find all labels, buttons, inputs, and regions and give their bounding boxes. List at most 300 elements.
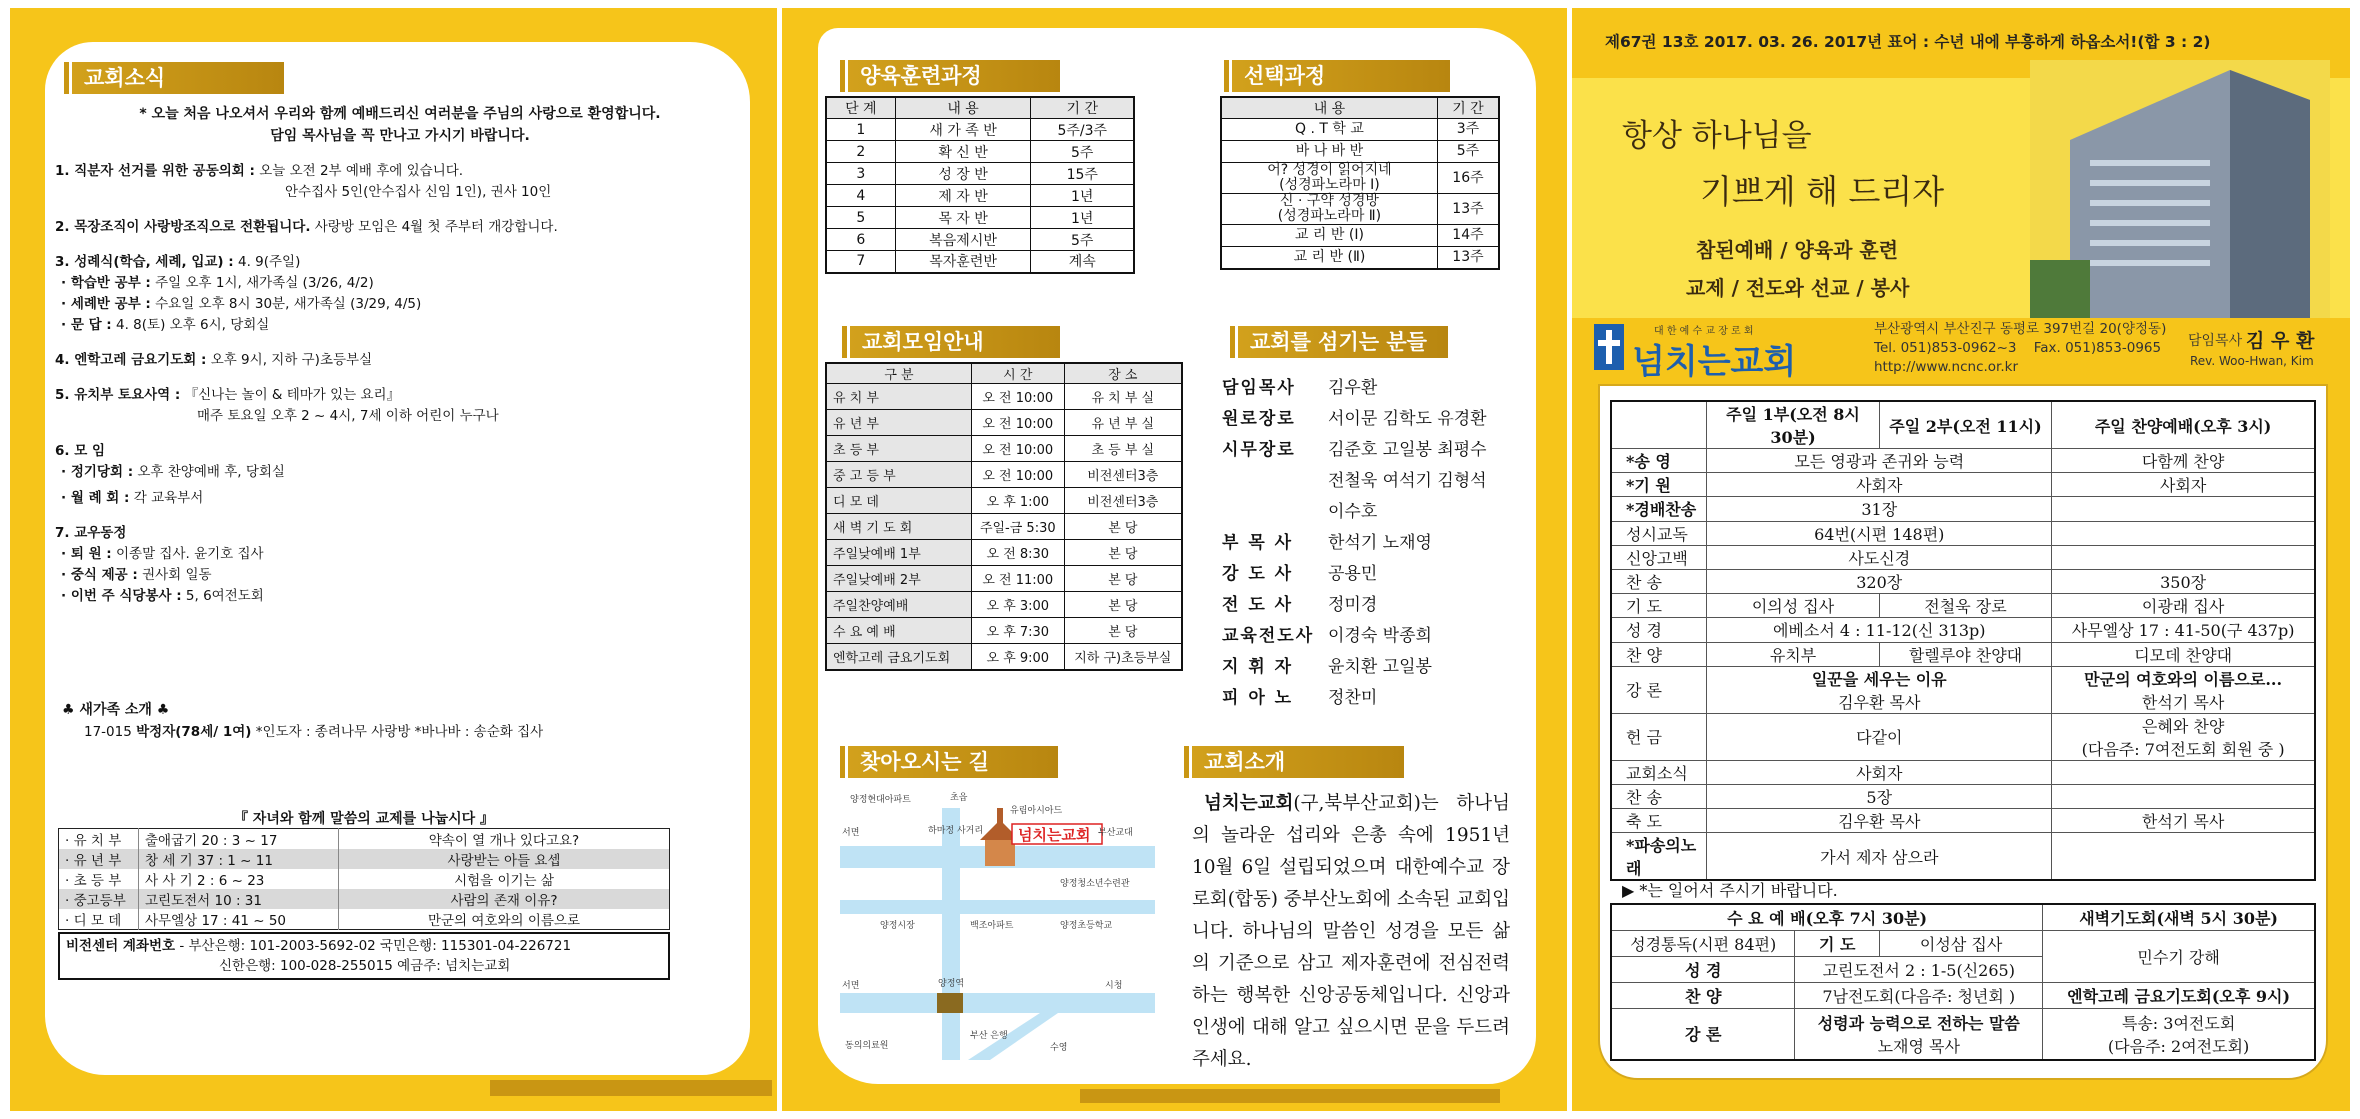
staff-title: 교회를 섬기는 분들	[1238, 326, 1448, 358]
meetings-cell: 오 후 7:30	[971, 618, 1064, 644]
service-row	[1611, 784, 2315, 808]
training-header-cell: 내 용	[895, 97, 1031, 119]
item6b-text: 각 교육부서	[133, 490, 204, 507]
directions-map	[840, 788, 1155, 1060]
elective-cell: Q . T 학 교	[1221, 119, 1437, 141]
service-label: 성시교독	[1611, 521, 1707, 545]
cover-denomination: 대 한 예 수 교 장 로 회	[1654, 326, 1754, 337]
map-road-east-west-3	[840, 993, 1155, 1013]
wed-sermon-preacher: 노재영 목사	[1877, 1036, 1960, 1056]
elective-table	[1220, 96, 1500, 270]
map-label: 동의의료원	[845, 1041, 889, 1051]
item2-head: 2. 목장조직이 사랑방조직으로 전환됩니다.	[55, 219, 311, 236]
service-row	[1611, 618, 2315, 642]
service-cell-afternoon	[2052, 642, 2315, 666]
service-cell-afternoon	[2052, 569, 2315, 593]
map-label: 수영	[1050, 1043, 1068, 1053]
elective-row	[1221, 247, 1499, 269]
meetings-row	[826, 618, 1182, 644]
cover-slogan-2: 기쁘게 해 드리자	[1700, 172, 1945, 211]
meetings-cell: 본 당	[1064, 592, 1182, 618]
item7b-text: 권사회 일동	[142, 567, 212, 584]
meetings-header-cell: 구 분	[826, 363, 971, 384]
service-row	[1611, 809, 2315, 833]
service-header-cell: 주일 1부(오전 8시 30분)	[1707, 401, 1879, 449]
staff-row	[1222, 525, 1487, 556]
service-cell-morning	[1707, 760, 2052, 784]
service-row	[1611, 473, 2315, 497]
meetings-cell: 디 모 데	[826, 488, 971, 514]
elective-cell: 교 리 반 (Ⅰ)	[1221, 225, 1437, 247]
service-cell-morning	[1707, 833, 2052, 881]
map-church-label: 넘치는교회	[1018, 826, 1091, 844]
staff-row	[1222, 432, 1487, 463]
intro-church-name: 넘치는교회	[1204, 793, 1294, 814]
service-row	[1611, 449, 2315, 473]
staff-names: 정미경	[1328, 595, 1378, 615]
meetings-cell: 오 전 10:00	[971, 436, 1064, 462]
service-row	[1611, 594, 2315, 618]
meetings-row	[826, 566, 1182, 592]
staff-row	[1222, 587, 1487, 618]
map-label: 양정청소년수련관	[1060, 879, 1130, 889]
staff-row	[1222, 680, 1487, 711]
cover-address-block	[1874, 320, 2166, 377]
service-header-cell	[1611, 401, 1707, 449]
wed-praise-label: 찬 양	[1611, 982, 1795, 1008]
welcome-line-2: 담임 목사님을 꼭 만나고 가시기 바랍니다.	[270, 127, 530, 144]
map-label: 서면	[842, 828, 860, 838]
talk-row	[59, 869, 670, 889]
service-afternoon-text: 한석기 목사	[2141, 812, 2225, 832]
service-label: 신앙고백	[1611, 545, 1707, 569]
service-cell-afternoon	[2052, 713, 2315, 760]
meetings-cell: 본 당	[1064, 540, 1182, 566]
service-cell-morning	[1707, 666, 2052, 713]
service-afternoon-sub: 한석기 목사	[2141, 692, 2225, 712]
service-label: 축 도	[1611, 809, 1707, 833]
cover-pastor-label: 담임목사	[2188, 333, 2243, 349]
church-building-image	[2030, 60, 2330, 318]
service-row	[1611, 713, 2315, 760]
cover-address: 부산광역시 부산진구 동평로 397번길 20(양정동)	[1874, 321, 2167, 337]
meetings-cell: 유 치 부 실	[1064, 384, 1182, 410]
training-cell: 목자훈련반	[895, 251, 1031, 273]
service-label: *기 원	[1611, 473, 1707, 497]
training-row	[826, 185, 1134, 207]
staff-role	[1222, 494, 1328, 525]
meetings-row	[826, 488, 1182, 514]
meetings-cell: 지하 구)초등부실	[1064, 644, 1182, 670]
elective-row	[1221, 163, 1499, 194]
cover-slogan-1: 항상 하나님을	[1622, 118, 1812, 154]
account-box	[58, 932, 670, 980]
meetings-cell: 비전센터3층	[1064, 488, 1182, 514]
item5-text2: 매주 토요일 오후 2 ~ 4시, 7세 이하 어린이 누구나	[197, 407, 499, 424]
training-header-cell: 단 계	[826, 97, 895, 119]
talk-cell: · 초 등 부	[59, 869, 139, 889]
item4-head: 4. 엔학고레 금요기도회 :	[55, 351, 207, 368]
wed-service-title: 수 요 예 배(오후 7시 30분)	[1611, 904, 2043, 930]
training-cell: 6	[826, 229, 895, 251]
map-label: 양정역	[938, 979, 965, 989]
service-cell-morning	[1707, 449, 2052, 473]
meetings-row	[826, 462, 1182, 488]
training-cell: 4	[826, 185, 895, 207]
training-cell: 7	[826, 251, 895, 273]
meetings-table	[825, 362, 1183, 671]
meetings-cell: 오 전 10:00	[971, 410, 1064, 436]
meetings-cell: 본 당	[1064, 618, 1182, 644]
left-shadow-bar	[490, 1080, 772, 1096]
map-road-east-west-2	[840, 900, 1155, 914]
talk-row	[59, 889, 670, 909]
map-label: 시청	[1105, 981, 1123, 991]
new-family-num: 17-015	[84, 723, 132, 740]
sac2-text: 수요일 오후 8시 30분, 새가족실 (3/29, 4/5)	[155, 295, 422, 312]
training-cell: 확 신 반	[895, 141, 1031, 163]
meetings-cell: 본 당	[1064, 566, 1182, 592]
service-cell-afternoon	[2052, 760, 2315, 784]
new-family-name: 박정자(78세/ 1여)	[136, 723, 252, 740]
sac1-head: · 학습반 공부 :	[61, 275, 151, 292]
staff-role: 담임목사	[1222, 378, 1296, 398]
service-row	[1611, 642, 2315, 666]
meetings-cell: 주일찬양예배	[826, 592, 971, 618]
training-row	[826, 163, 1134, 185]
service-afternoon-text: 이광래 집사	[2141, 597, 2225, 617]
map-subway-icon	[937, 993, 963, 1013]
service-cell-2: 전철욱 장로	[1879, 594, 2051, 618]
training-row	[826, 229, 1134, 251]
training-row	[826, 207, 1134, 229]
training-cell: 5주/3주	[1031, 119, 1134, 141]
staff-row	[1222, 370, 1487, 401]
service-label: 기 도	[1611, 594, 1707, 618]
training-cell: 제 자 반	[895, 185, 1031, 207]
service-afternoon-text: 사회자	[2159, 476, 2207, 496]
cover-pastor-en: Rev. Woo-Hwan, Kim	[2190, 354, 2314, 368]
elective-row	[1221, 225, 1499, 247]
service-cell-morning	[1707, 809, 2052, 833]
map-title: 찾아오시는 길	[848, 746, 1058, 778]
talk-row	[59, 829, 670, 850]
item4-text: 오후 9시, 지하 구)초등부실	[210, 351, 373, 368]
service-label: 찬 송	[1611, 569, 1707, 593]
cover-church-name: 넘치는교회	[1632, 342, 1797, 382]
talk-cell: · 유 년 부	[59, 849, 139, 869]
service-label: *송 영	[1611, 449, 1707, 473]
talk-cell: 시험을 이기는 삶	[454, 873, 554, 889]
talk-cell: · 중고등부	[59, 889, 139, 909]
wed-sermon	[1795, 1008, 2043, 1060]
service-morning-text: 사회자	[1856, 763, 1903, 783]
sac3-head: · 문 답 :	[61, 316, 112, 333]
new-family-rest: *인도자 : 종려나무 사랑방 *바나바 : 송순화 집사	[255, 723, 544, 740]
service-cell-afternoon	[2052, 521, 2315, 545]
intro-body: (구,북부산교회)는 하나님의 놀라운 섭리와 은총 속에 1951년 10월 6일 설립되었으며 대한예수교 장로회(합동) 중부산노회에 소속된 교회입니다. 하나님의 말씀인 성경을 모든 삶의 기준으로 삼고 제자훈련에 전심전력하는 행복한 신앙공동체입니다. 신앙과 인생에 대해 알고 싶으시면 문을 두드려 주세요.	[1192, 793, 1511, 1070]
service-morning-text: 일꾼을 세우는 이유	[1811, 669, 1947, 689]
staff-row	[1222, 494, 1487, 525]
staff-names: 이수호	[1328, 502, 1378, 522]
service-row	[1611, 666, 2315, 713]
training-cell: 5주	[1031, 229, 1134, 251]
service-row	[1611, 545, 2315, 569]
service-morning-text: 가서 제자 삼으라	[1820, 847, 1939, 867]
meetings-row	[826, 644, 1182, 670]
sac3-text: 4. 8(토) 오후 6시, 당회실	[116, 316, 270, 333]
staff-row	[1222, 556, 1487, 587]
service-morning-text: 320장	[1856, 573, 1903, 593]
elective-title: 선택과정	[1232, 60, 1450, 92]
elective-header-cell: 기 간	[1437, 97, 1499, 119]
service-cell-afternoon	[2052, 594, 2315, 618]
meetings-cell: 비전센터3층	[1064, 462, 1182, 488]
elective-cell: 13주	[1437, 194, 1499, 225]
meetings-cell: 오 후 3:00	[971, 592, 1064, 618]
meetings-title: 교회모임안내	[850, 326, 1060, 358]
service-cell-afternoon	[2052, 497, 2315, 521]
account-line-2: 신한은행: 100-028-255015 예금주: 넘치는교회	[219, 958, 511, 974]
item1-text2: 안수집사 5인(안수집사 신임 1인), 권사 10인	[285, 184, 552, 201]
staff-names: 정찬미	[1328, 688, 1378, 708]
talk-cell: 사람의 존재 이유?	[450, 893, 558, 909]
item3-head: 3. 성례식(학습, 세례, 입교) :	[55, 254, 234, 271]
news-title: 교회소식	[72, 62, 284, 94]
staff-names: 한석기 노재영	[1328, 533, 1432, 553]
meetings-cell: 유 치 부	[826, 384, 971, 410]
service-row	[1611, 569, 2315, 593]
map-label: 부산교대	[1098, 828, 1133, 838]
service-row	[1611, 833, 2315, 881]
account-label: 비전센터 계좌번호	[66, 938, 176, 954]
staff-role: 원로장로	[1222, 409, 1296, 429]
cover-tel: Tel. 051)853-0962~3	[1874, 340, 2017, 356]
item5-head: 5. 유치부 토요사역 :	[55, 386, 181, 403]
talk-cell: 사 사 기 2 : 6 ~ 23	[139, 869, 339, 889]
training-cell: 1	[826, 119, 895, 141]
fri-service-title: 엔학고레 금요기도회(오후 9시)	[2043, 982, 2315, 1008]
meetings-cell: 엔학고레 금요기도회	[826, 644, 971, 670]
service-row	[1611, 521, 2315, 545]
welcome-line-1: * 오늘 처음 나오셔서 우리와 함께 예배드리신 여러분을 주님의 사랑으로 환영합니다.	[139, 106, 661, 122]
service-cell-1: 이의성 집사	[1707, 594, 1879, 618]
map-label: 양정초등학교	[1060, 921, 1113, 931]
staff-names: 전철욱 여석기 김형석	[1328, 471, 1487, 491]
service-label: 강 론	[1611, 666, 1707, 713]
meetings-row	[826, 540, 1182, 566]
training-header-cell: 기 간	[1031, 97, 1134, 119]
meetings-cell: 오 전 8:30	[971, 540, 1064, 566]
staff-role: 지 휘 자	[1222, 657, 1294, 677]
service-morning-text: 64번(시편 148편)	[1814, 524, 1945, 544]
map-label: 하마정 사거리	[928, 826, 984, 836]
talk-cell: 약속이 열 개나 있다고요?	[428, 833, 580, 849]
wed-prayer-label: 기 도	[1795, 930, 1880, 956]
service-cell-morning	[1707, 497, 2052, 521]
order-of-service-table	[1610, 400, 2316, 881]
map-label: 부산 은행	[970, 1031, 1008, 1041]
meetings-header-cell: 시 간	[971, 363, 1064, 384]
service-morning-text: 사도신경	[1848, 548, 1911, 568]
meetings-cell: 초 등 부	[826, 436, 971, 462]
talk-cell: 출애굽기 20 : 3 ~ 17	[139, 829, 339, 850]
elective-cell: 어? 성경이 읽어지네 (성경파노라마 Ⅰ)	[1221, 163, 1437, 194]
talk-cell: 사무엘상 17 : 41 ~ 50	[139, 909, 339, 930]
service-cell-afternoon	[2052, 545, 2315, 569]
item1-text: 오늘 오전 2부 예배 후에 있습니다.	[259, 163, 464, 180]
service-morning-text: 모든 영광과 존귀와 능력	[1794, 452, 1965, 472]
service-cell-afternoon	[2052, 784, 2315, 808]
item7c-head: · 이번 주 식당봉사 :	[61, 588, 182, 605]
wed-sermon-label: 강 론	[1611, 1008, 1795, 1060]
training-row	[826, 251, 1134, 273]
training-cell: 목 자 반	[895, 207, 1031, 229]
elective-cell: 13주	[1437, 247, 1499, 269]
elective-cell: 신 · 구약 성경방 (성경파노라마 Ⅱ)	[1221, 194, 1437, 225]
item5-text: 『신나는 놀이 & 테마가 있는 요리』	[184, 386, 401, 403]
talk-row	[59, 849, 670, 869]
new-family-title: ♣ 새가족 소개 ♣	[62, 702, 170, 718]
item2-text: 사랑방 모임은 4월 첫 주부터 개강합니다.	[314, 219, 558, 236]
talk-cell: 고린도전서 10 : 31	[139, 889, 339, 909]
dawn-service-title: 새벽기도회(새벽 5시 30분)	[2043, 904, 2315, 930]
middle-shadow-bar	[1080, 1089, 1500, 1103]
meetings-cell: 수 요 예 배	[826, 618, 971, 644]
training-title: 양육훈련과정	[848, 60, 1060, 92]
new-family	[62, 700, 722, 743]
service-cell-morning	[1707, 473, 2052, 497]
elective-cell: 5주	[1437, 141, 1499, 163]
service-cell-afternoon	[2052, 809, 2315, 833]
fri-special	[2043, 1008, 2315, 1060]
service-afternoon-text: 은혜와 찬양	[2141, 716, 2225, 736]
meetings-cell: 주일낮예배 1부	[826, 540, 971, 566]
service-cell-morning	[1707, 713, 2052, 760]
service-label: 교회소식	[1611, 760, 1707, 784]
meetings-row	[826, 384, 1182, 410]
wed-bible: 고린도전서 2 : 1-5(신265)	[1795, 956, 2043, 982]
cover-pastor-name: 김 우 환	[2246, 330, 2315, 352]
training-table	[825, 96, 1135, 274]
service-cell-morning	[1707, 618, 2052, 642]
service-label: *경배찬송	[1611, 497, 1707, 521]
item7-head: 7. 교우동정	[55, 525, 127, 542]
meetings-cell: 중 고 등 부	[826, 462, 971, 488]
talk-table	[58, 828, 670, 930]
staff-row	[1222, 401, 1487, 432]
service-label: 헌 금	[1611, 713, 1707, 760]
staff-names: 김우환	[1328, 378, 1378, 398]
intro-title: 교회소개	[1192, 746, 1404, 778]
training-cell: 계속	[1031, 251, 1134, 273]
staff-role: 부 목 사	[1222, 533, 1294, 553]
item7c-text: 5, 6여전도회	[185, 588, 264, 605]
intro-text	[1192, 788, 1510, 1076]
wed-sermon-title: 성령과 능력으로 전하는 말씀	[1817, 1013, 2020, 1033]
service-header-row	[1611, 401, 2315, 449]
sac2-head: · 세례반 공부 :	[61, 295, 151, 312]
elective-cell: 16주	[1437, 163, 1499, 194]
weekday-table	[1610, 903, 2316, 1061]
item3-text: 4. 9(주일)	[237, 254, 301, 271]
meetings-row	[826, 410, 1182, 436]
meetings-cell: 본 당	[1064, 514, 1182, 540]
service-cell-1: 유치부	[1707, 642, 1879, 666]
staff-names: 이경숙 박종희	[1328, 626, 1432, 646]
talk-cell: 사랑받는 아들 요셉	[447, 853, 561, 869]
wed-bible-label: 성 경	[1611, 956, 1795, 982]
talk-cell: 창 세 기 37 : 1 ~ 11	[139, 849, 339, 869]
item7b-head: · 중식 제공 :	[61, 567, 138, 584]
staff-table	[1222, 370, 1487, 711]
staff-names: 서이문 김학도 유경환	[1328, 409, 1487, 429]
service-morning-text: 31장	[1861, 500, 1898, 520]
staff-role: 피 아 노	[1222, 688, 1294, 708]
meetings-cell: 유 년 부	[826, 410, 971, 436]
item7a-head: · 퇴 원 :	[61, 546, 112, 563]
service-afternoon-sub: (다음주: 7여전도회 회원 중 )	[2081, 739, 2285, 759]
service-morning-text: 김우환 목사	[1838, 812, 1921, 832]
elective-row	[1221, 141, 1499, 163]
meetings-row	[826, 436, 1182, 462]
staff-role: 시무장로	[1222, 440, 1296, 460]
talk-cell: 만군의 여호와의 이름으로	[427, 913, 581, 929]
map-road-north-south	[942, 808, 960, 1060]
staff-role: 강 도 사	[1222, 564, 1294, 584]
training-cell: 복음제시반	[895, 229, 1031, 251]
item7a-text: 이종말 집사. 윤기호 집사	[116, 546, 264, 563]
service-cell-afternoon	[2052, 833, 2315, 881]
training-cell: 새 가 족 반	[895, 119, 1031, 141]
training-cell: 5	[826, 207, 895, 229]
wed-reading: 성경통독(시편 84편)	[1611, 930, 1795, 956]
talk-title: 『 자녀와 함께 말씀의 교제를 나눕시다 』	[233, 811, 495, 827]
meetings-cell: 오 후 1:00	[971, 488, 1064, 514]
service-cell-afternoon	[2052, 449, 2315, 473]
item1-head: 1. 직분자 선거를 위한 공동의회 :	[55, 163, 255, 180]
map-label: 양정시장	[880, 921, 915, 931]
item6-head: 6. 모 임	[55, 442, 106, 459]
staff-role	[1222, 463, 1328, 494]
talk-cell: · 디 모 데	[59, 909, 139, 930]
staff-row	[1222, 463, 1487, 494]
sac1-text: 주일 오후 1시, 새가족실 (3/26, 4/2)	[155, 275, 374, 292]
service-cell-morning	[1707, 521, 2052, 545]
account-line-1: - 부산은행: 101-2003-5692-02 국민은행: 115301-04-226721	[179, 938, 572, 954]
service-label: 성 경	[1611, 618, 1707, 642]
training-row	[826, 141, 1134, 163]
map-label: 서면	[842, 981, 860, 991]
service-cell-afternoon	[2052, 666, 2315, 713]
meetings-cell: 오 전 11:00	[971, 566, 1064, 592]
service-morning-text: 다같이	[1856, 728, 1903, 748]
wed-praise: 7남전도회(다음주: 청년회 )	[1795, 982, 2043, 1008]
elective-cell: 14주	[1437, 225, 1499, 247]
meetings-cell: 오 후 9:00	[971, 644, 1064, 670]
meetings-cell: 주일낮예배 2부	[826, 566, 971, 592]
cover-motto-1: 참된예배 / 양육과 훈련	[1696, 238, 1899, 262]
service-morning-text: 5장	[1866, 787, 1893, 807]
service-label: 찬 송	[1611, 784, 1707, 808]
service-cell-morning	[1707, 569, 2052, 593]
meetings-row	[826, 514, 1182, 540]
cover-url[interactable]: http://www.ncnc.or.kr	[1874, 359, 2019, 375]
standing-note: ▶ *는 일어서 주시기 바랍니다.	[1622, 881, 1838, 900]
service-header-cell: 주일 찬양예배(오후 3시)	[2052, 401, 2315, 449]
elective-row	[1221, 194, 1499, 225]
elective-header-cell: 내 용	[1221, 97, 1437, 119]
